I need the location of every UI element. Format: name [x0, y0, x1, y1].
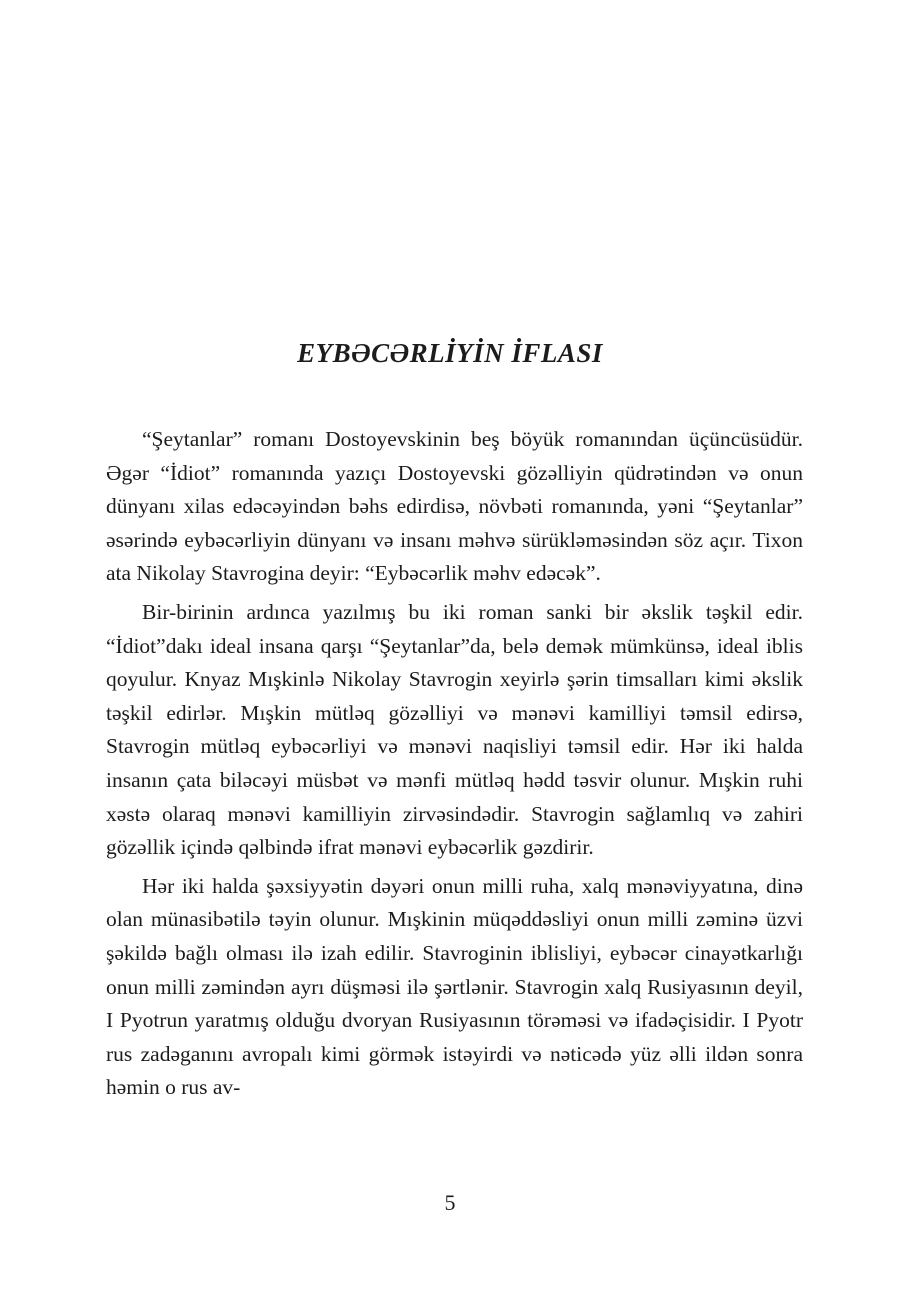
paragraph: Bir-birinin ardınca yazılmış bu iki roman sanki bir əkslik təşkil edir. “İdiot”dakı ideal insana qarşı “Şeytanlar”da, belə demək mümkünsə, ideal iblis qoyulur. Knyaz Mışkinlə Nikolay Stavrogin xeyirlə şərin timsalları kimi əkslik təşkil edirlər. Mışkin mütləq gözəlliyi və mənəvi kamilliyi təmsil edirsə, Stavrogin mütləq eybəcərliyi və mənəvi naqisliyi təmsil edir. Hər iki halda insanın çata biləcəyi müsbət və mənfi mütləq hədd təsvir olunur. Mışkin ruhi xəstə olaraq mənəvi kamilliyin zirvəsindədir. Stavrogin sağlamlıq və zahiri gözəllik içində qəlbində ifrat mənəvi eybəcərlik gəzdirir.	[106, 599, 803, 860]
body-text	[106, 423, 803, 1105]
page-number: 5	[444, 1190, 456, 1215]
paragraph: “Şeytanlar” romanı Dostoyevskinin beş böyük romanından üçüncüsüdür. Əgər “İdiot” romanında yazıçı Dostoyevski gözəlliyin qüdrətindən və onun dünyanı xilas edəcəyindən bəhs edirdisə, növbəti romanında, yəni “Şeytanlar” əsərində eybəcərliyin dünyanı və insanı məhvə sürükləməsindən söz açır. Tixon ata Nikolay Stavrogina deyir: “Eybəcərlik məhv edəcək”.	[106, 427, 803, 586]
paragraph: Hər iki halda şəxsiyyətin dəyəri onun milli ruha, xalq mənəviyyatına, dinə olan münasibətilə təyin olunur. Mışkinin müqəddəsliyi onun milli zəminə üzvi şəkildə bağlı olması ilə izah edilir. Stavroginin iblisliyi, eybəcər cinayətkarlığı onun milli zəmindən ayrı düşməsi ilə şərtlənir. Stavrogin xalq Rusiyasının deyil, I Pyotrun yaratmış olduğu dvoryan Rusiyasının törəməsi və ifadəçisidir. I Pyotr rus zadəganını avropalı kimi görmək istəyirdi və nəticədə yüz əlli ildən sonra həmin o rus av-	[106, 873, 803, 1100]
chapter-title: EYBƏCƏRLİYİN İFLASI	[297, 338, 603, 368]
